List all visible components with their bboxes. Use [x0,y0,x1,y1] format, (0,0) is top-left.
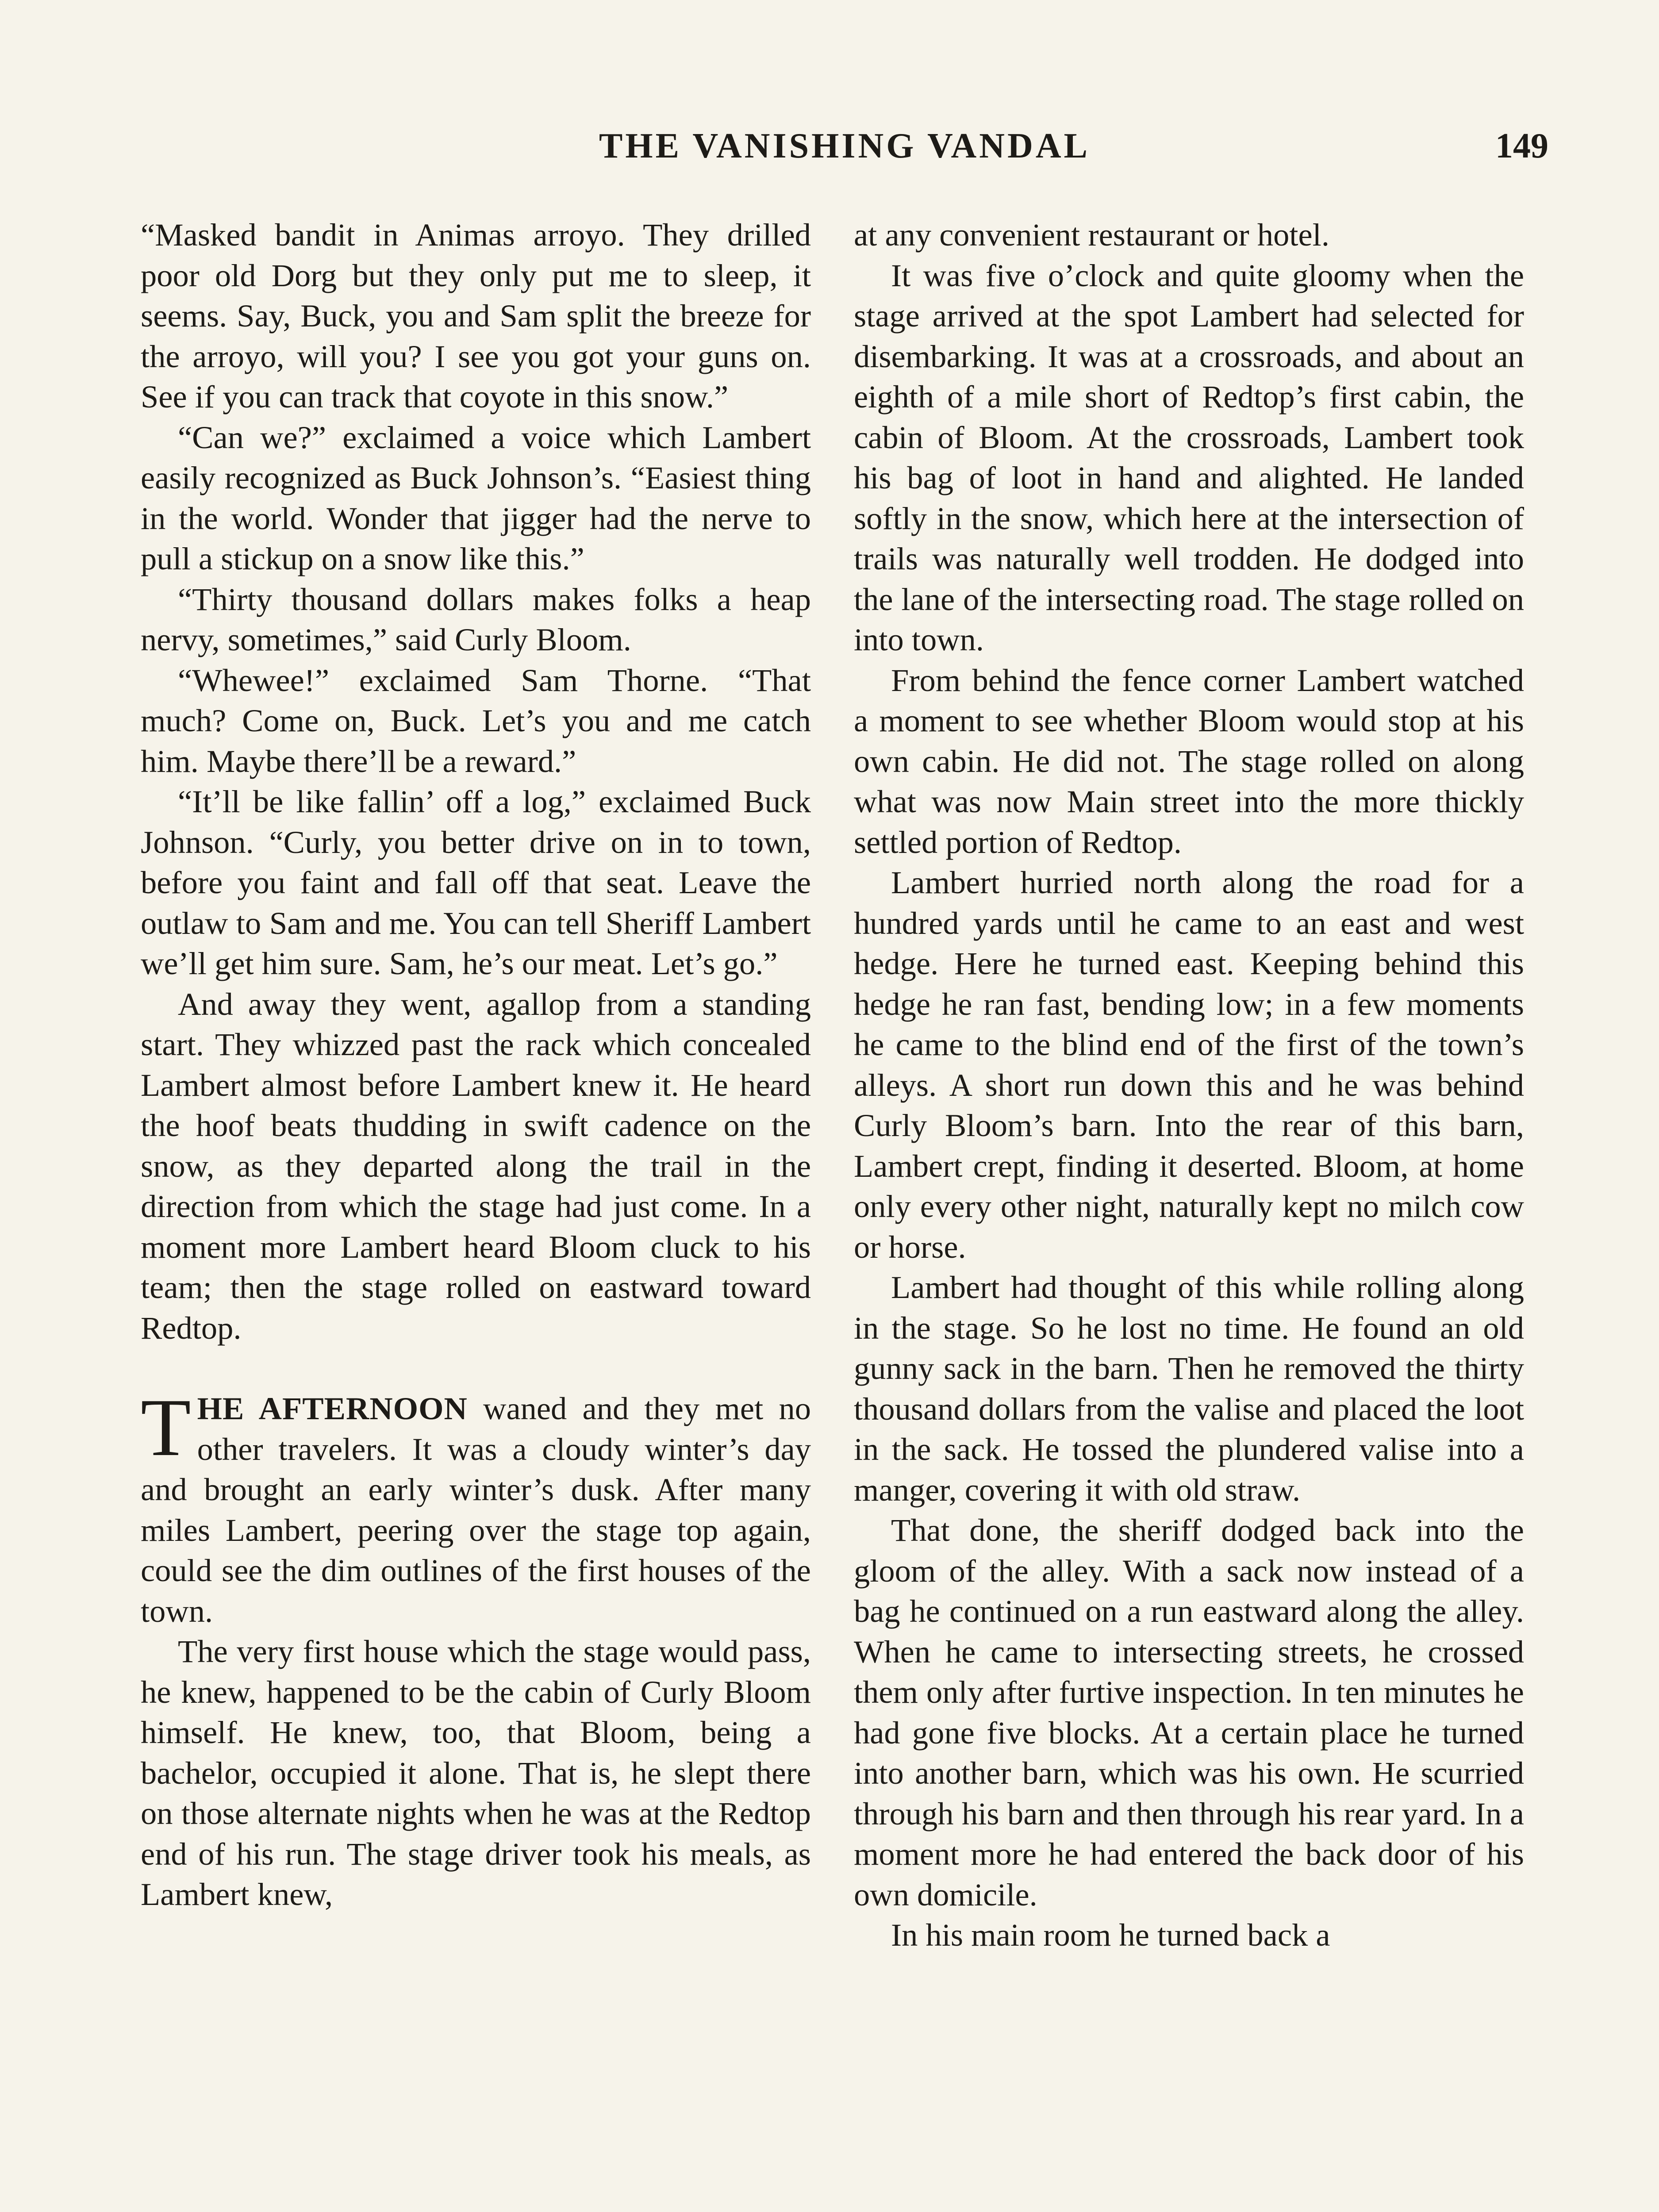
page-number: 149 [1495,127,1548,165]
paragraph: Lambert hurried north along the road for a hundred yards until he came to an east and west hedge. Here he turned east. Keeping behind this hedge he ran fast, bending low; in a few moments he came to the blind end of the first of the town’s alleys. A short run down this and he was behind Curly Bloom’s barn. Into the rear of this barn, Lambert crept, finding it deserted. Bloom, at home only every other night, naturally kept no milch cow or horse. [854,864,1524,1265]
paragraph: “Can we?” exclaimed a voice which Lambert easily recognized as Buck Johnson’s. “Easiest thing in the world. Wonder that jigger had the nerve to pull a stickup on a snow like this.” [141,419,811,576]
paragraph: It was five o’clock and quite gloomy when the stage arrived at the spot Lambert had selected for disembarking. It was at a crossroads, and about an eighth of a mile short of Redtop’s first cabin, the cabin of Bloom. At the crossroads, Lambert took his bag of loot in hand and alighted. He landed softly in the snow, which here at the intersection of trails was naturally well trodden. He dodged into the lane of the intersecting road. The stage rolled on into town. [854,257,1524,657]
paragraph: “It’ll be like fallin’ off a log,” exclaimed Buck Johnson. “Curly, you better drive on in to town, before you faint and fall off that seat. Leave the outlaw to Sam and me. You can tell Sheriff Lambert we’ll get him sure. Sam, he’s our meat. Let’s go.” [141,783,811,981]
drop-cap: T [141,1382,191,1473]
paragraph: From behind the fence corner Lambert watched a moment to see whether Bloom would stop at his own cabin. He did not. The stage rolled on along what was now Main street into the more thickly settled portion of Redtop. [854,662,1524,860]
right-column [854,215,1524,2212]
running-head [141,126,1548,175]
section-lead-caps: HE AFTERNOON [197,1390,468,1426]
paragraph: That done, the sheriff dodged back into the gloom of the alley. With a sack now instead of a bag he continued on a run eastward along the alley. When he came to intersecting streets, he crossed them only after furtive inspection. In ten minutes he had gone five blocks. At a certain place he turned into another barn, which was his own. He scurried through his barn and then through his rear yard. In a moment more he had entered the back door of his own domicile. [854,1512,1524,1912]
paragraph: And away they went, agallop from a standing start. They whizzed past the rack which concealed Lambert almost before Lambert knew it. He heard the hoof beats thudding in swift cadence on the snow, as they departed along the trail in the direction from which the stage had just come. In a moment more Lambert heard Bloom cluck to his team; then the stage rolled on eastward toward Redtop. [141,986,811,1346]
paragraph: “Thirty thousand dollars makes folks a heap nervy, sometimes,” said Curly Bloom. [141,581,811,657]
paragraph: Lambert had thought of this while rolling along in the stage. So he lost no time. He found an old gunny sack in the barn. Then he removed the thirty thousand dollars from the valise and placed the loot in the sack. He tossed the plundered valise into a manger, covering it with old straw. [854,1269,1524,1508]
paragraph: In his main room he turned back a [891,1917,1330,1953]
paragraph: “Whewee!” exclaimed Sam Thorne. “That much? Come on, Buck. Let’s you and me catch him. Maybe there’ll be a reward.” [141,662,811,779]
running-title: THE VANISHING VANDAL [599,127,1090,165]
paragraph: “Masked bandit in Animas arroyo. They drilled poor old Dorg but they only put me to sleep, it seems. Say, Buck, you and Sam split the breeze for the arroyo, will you? I see you got your guns on. See if you can track that coyote in this snow.” [141,217,811,415]
left-column [141,215,811,2212]
paragraph: at any convenient restaurant or hotel. [854,217,1330,253]
section-paragraph [141,1382,811,1631]
section-lead-text: waned and they met no other travelers. It was a cloudy winter’s day and brought an early winter’s dusk. After many miles Lambert, peering over the stage top again, could see the dim outlines of the first houses of the town. [141,1390,811,1629]
paragraph: The very first house which the stage would pass, he knew, happened to be the cabin of Curly Bloom himself. He knew, too, that Bloom, being a bachelor, occupied it alone. That is, he slept there on those alternate nights when he was at the Redtop end of his run. The stage driver took his meals, as Lambert knew, [141,1633,811,1912]
